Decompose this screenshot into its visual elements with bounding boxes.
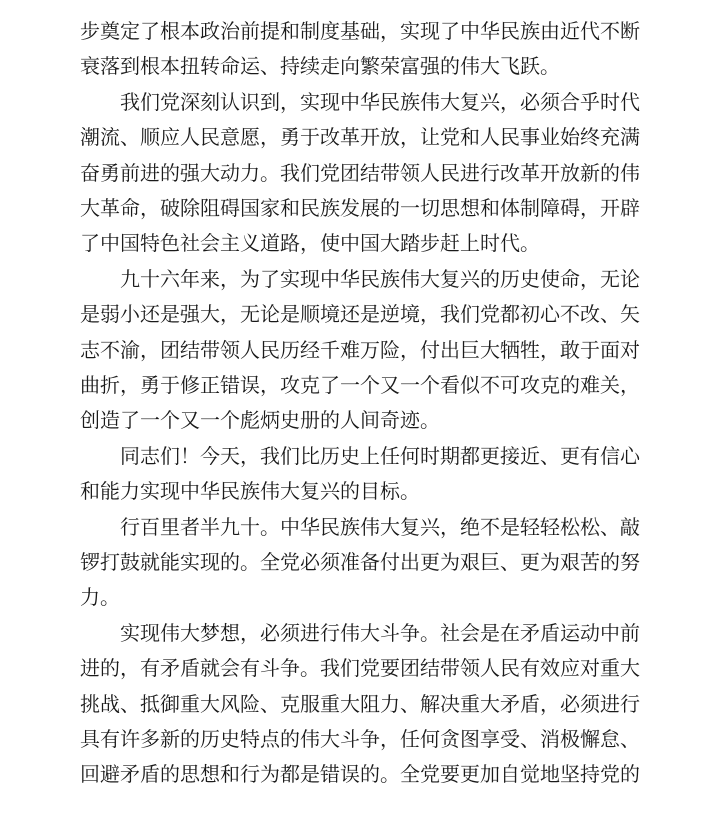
text-line: 奋勇前进的强大动力。我们党团结带领人民进行改革开放新的伟 xyxy=(80,160,640,185)
text-line: 是弱小还是强大，无论是顺境还是逆境，我们党都初心不改、矢 xyxy=(80,302,640,327)
text-line: 力。 xyxy=(80,585,120,610)
text-line: 了中国特色社会主义道路，使中国大踏步赶上时代。 xyxy=(80,231,540,256)
text-line: 同志们！今天，我们比历史上任何时期都更接近、更有信心 xyxy=(120,443,640,468)
text-line: 行百里者半九十。中华民族伟大复兴，绝不是轻轻松松、敲 xyxy=(120,514,640,539)
text-line: 进的，有矛盾就会有斗争。我们党要团结带领人民有效应对重大 xyxy=(80,656,640,681)
text-line: 锣打鼓就能实现的。全党必须准备付出更为艰巨、更为艰苦的努 xyxy=(80,550,640,574)
text-line: 创造了一个又一个彪炳史册的人间奇迹。 xyxy=(80,408,440,433)
text-line: 和能力实现中华民族伟大复兴的目标。 xyxy=(80,479,420,504)
text-line: 挑战、抵御重大风险、克服重大阻力、解决重大矛盾，必须进行 xyxy=(80,691,640,716)
text-line: 回避矛盾的思想和行为都是错误的。全党要更加自觉地坚持党的 xyxy=(80,762,640,787)
text-line: 实现伟大梦想，必须进行伟大斗争。社会是在矛盾运动中前 xyxy=(120,620,640,645)
text-line: 曲折，勇于修正错误，攻克了一个又一个看似不可攻克的难关， xyxy=(80,373,640,397)
text-line: 步奠定了根本政治前提和制度基础，实现了中华民族由近代不断 xyxy=(80,19,640,43)
text-line: 九十六年来，为了实现中华民族伟大复兴的历史使命，无论 xyxy=(120,266,640,291)
text-line: 潮流、顺应人民意愿，勇于改革开放，让党和人民事业始终充满 xyxy=(80,125,640,150)
text-line: 具有许多新的历史特点的伟大斗争，任何贪图享受、消极懈怠、 xyxy=(80,727,640,751)
text-line: 志不渝，团结带领人民历经千难万险，付出巨大牺牲，敢于面对 xyxy=(80,337,640,362)
text-line: 衰落到根本扭转命运、持续走向繁荣富强的伟大飞跃。 xyxy=(80,54,560,79)
text-line: 大革命，破除阻碍国家和民族发展的一切思想和体制障碍，开辟 xyxy=(80,196,640,220)
text-line: 我们党深刻认识到，实现中华民族伟大复兴，必须合乎时代 xyxy=(120,89,640,114)
